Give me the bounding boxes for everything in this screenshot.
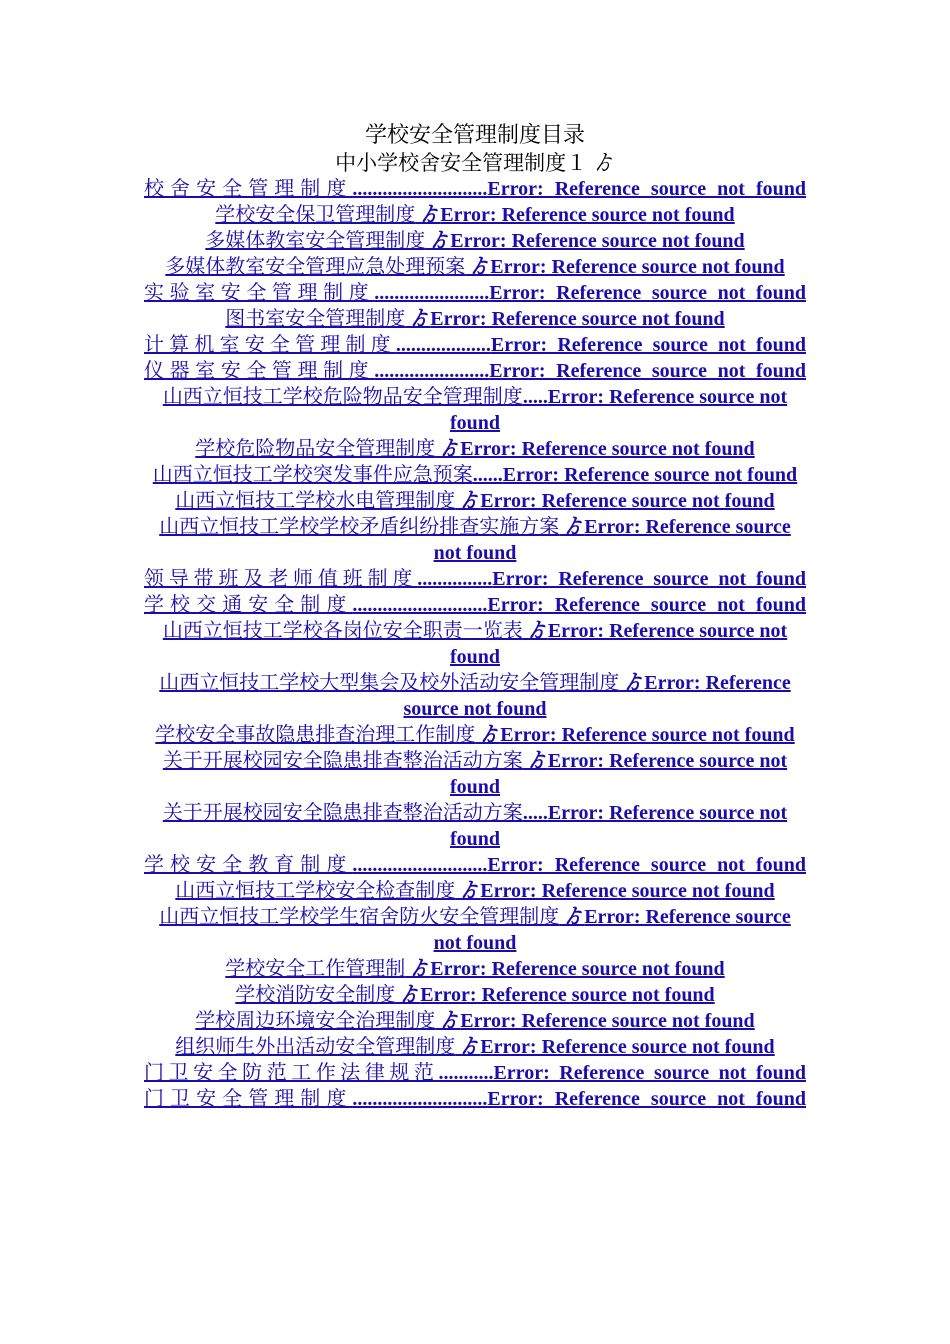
toc-entry-error-text: Error: Reference source not found	[500, 724, 795, 746]
toc-entry-title: 山西立恒技工学校学校矛盾纠纷排查实施方案	[159, 514, 560, 538]
toc-entry[interactable]	[144, 852, 806, 878]
toc-entry-title: 学校安全保卫管理制度	[215, 202, 416, 226]
toc-entry-error-text: Error: Reference source not found	[502, 464, 798, 486]
toc-entry-leader: ゟ	[435, 438, 461, 460]
toc-entry-title: 领导带班及老师值班制度	[144, 566, 418, 590]
document-title: 学校安全管理制度目录	[364, 123, 585, 148]
toc-entry[interactable]	[144, 202, 806, 228]
toc-entry[interactable]	[144, 488, 806, 514]
toc-entry-leader: ゟ	[455, 490, 481, 512]
toc-entry[interactable]	[144, 358, 806, 384]
toc-entry-leader: ...........................	[352, 1088, 488, 1110]
toc-entry[interactable]	[144, 982, 806, 1008]
toc-entry-title: 学校交通安全制度	[144, 592, 353, 616]
toc-entry-leader: ゟ	[465, 256, 491, 278]
toc-entry-title: 学校危险物品安全管理制度	[195, 436, 436, 460]
document-page	[144, 122, 806, 1112]
toc-entry-error-text: Error: Reference source not found	[450, 230, 745, 252]
toc-entry-error-text: Error: Reference source not found	[493, 1062, 807, 1084]
toc-entry[interactable]	[144, 800, 806, 852]
toc-entry[interactable]	[144, 306, 806, 332]
toc-entry-title: 仪器室安全管理制度	[144, 358, 375, 382]
toc-entry[interactable]	[144, 332, 806, 358]
toc-entry-leader: ...............	[417, 568, 493, 590]
toc-entry-error-text: Error: Reference source not found	[449, 802, 788, 850]
toc-entry-title: 关于开展校园安全隐患排查整治活动方案	[162, 748, 523, 772]
toc-entry-error-text: Error: Reference source not found	[489, 360, 807, 382]
toc-entry-leader: ...........................	[352, 854, 488, 876]
toc-entry-title: 门卫安全防范工作法律规范	[144, 1060, 439, 1084]
toc-entry-leader: ゟ	[455, 1036, 481, 1058]
toc-entry-leader: ゟ	[619, 672, 645, 694]
toc-entry-error-text: Error: Reference source not found	[492, 568, 806, 590]
toc-entry[interactable]	[144, 1008, 806, 1034]
toc-entry-error-text: Error: Reference source not found	[433, 906, 791, 954]
toc-entry-title: 校舍安全管理制度	[144, 176, 353, 200]
toc-entry-leader: ゟ	[475, 724, 501, 746]
toc-entry-title: 山西立恒技工学校危险物品安全管理制度	[162, 384, 523, 408]
toc-entry-error-text: Error: Reference source not found	[480, 880, 775, 902]
toc-entry-leader: ゟ	[405, 958, 431, 980]
toc-entry[interactable]	[144, 254, 806, 280]
toc-entry[interactable]	[144, 1034, 806, 1060]
toc-entry-error-text: Error: Reference source not found	[420, 984, 715, 1006]
toc-entry[interactable]	[144, 384, 806, 436]
toc-entry[interactable]	[144, 904, 806, 956]
toc-entry-leader: ...........	[438, 1062, 494, 1084]
toc-entry-error-text: Error: Reference source not found	[490, 256, 785, 278]
toc-entry-error-text: Error: Reference source not found	[449, 386, 788, 434]
toc-entry-leader: ......	[472, 464, 503, 486]
toc-entry[interactable]	[144, 1086, 806, 1112]
toc-entry-error-text: Error: Reference source not found	[489, 282, 807, 304]
toc-entry[interactable]	[144, 176, 806, 202]
toc-entry-error-text: Error: Reference source not found	[480, 1036, 775, 1058]
toc-entry-error-text: Error: Reference source not found	[487, 854, 806, 876]
toc-entry-title: 多媒体教室安全管理应急处理预案	[165, 254, 466, 278]
toc-entry-title: 山西立恒技工学校大型集会及校外活动安全管理制度	[159, 670, 620, 694]
toc-entry-title: 多媒体教室安全管理制度	[205, 228, 426, 252]
toc-entry[interactable]	[144, 670, 806, 722]
toc-entry-error-text: Error: Reference source not found	[433, 516, 791, 564]
toc-entry-error-text: Error: Reference source not found	[449, 750, 788, 798]
toc-entry[interactable]	[144, 956, 806, 982]
toc-entry-title: 山西立恒技工学校各岗位安全职责一览表	[162, 618, 523, 642]
toc-entry-error-text: Error: Reference source not found	[460, 1010, 755, 1032]
toc-entry-error-text: Error: Reference source not found	[487, 178, 806, 200]
toc-entry-error-text: Error: Reference source not found	[487, 1088, 806, 1110]
toc-entry-leader: .......................	[374, 282, 490, 304]
toc-entry-title: 计算机室安全管理制度	[144, 332, 396, 356]
toc-entry[interactable]	[144, 1060, 806, 1086]
toc-entry-error-text: Error: Reference source not found	[440, 204, 735, 226]
toc-entry[interactable]	[144, 878, 806, 904]
toc-entry-leader: ゟ	[455, 880, 481, 902]
toc-entry-leader: ゟ	[425, 230, 451, 252]
toc-entry-title: 学校安全工作管理制	[225, 956, 406, 980]
toc-entry-error-text: Error: Reference source not found	[430, 958, 725, 980]
toc-entry-leader: .....	[522, 386, 548, 408]
toc-entry-leader: .......................	[374, 360, 490, 382]
toc-entry-title: 山西立恒技工学校突发事件应急预案	[152, 462, 473, 486]
toc-entry-leader: ゟ	[405, 308, 431, 330]
toc-entry-title: 实验室安全管理制度	[144, 280, 375, 304]
toc-entry[interactable]	[144, 566, 806, 592]
toc-entry-leader: ゟ	[522, 750, 548, 772]
toc-entry-title: 图书室安全管理制度	[225, 306, 406, 330]
toc-entry-error-text: Error: Reference source not found	[480, 490, 775, 512]
toc-entry-leader: ...........................	[352, 178, 488, 200]
toc-entry[interactable]	[144, 514, 806, 566]
toc-entry[interactable]	[144, 722, 806, 748]
toc-entry-title: 学校安全教育制度	[144, 852, 353, 876]
toc-entry-title: 学校消防安全制度	[235, 982, 396, 1006]
toc-entry-leader: ...................	[395, 334, 491, 356]
table-of-contents	[144, 176, 806, 1112]
toc-entry-title: 组织师生外出活动安全管理制度	[175, 1034, 456, 1058]
toc-entry-leader: ゟ	[559, 906, 585, 928]
toc-entry[interactable]	[144, 592, 806, 618]
toc-entry-leader: ゟ	[415, 204, 441, 226]
toc-entry[interactable]	[144, 618, 806, 670]
toc-entry[interactable]	[144, 436, 806, 462]
toc-entry-error-text: Error: Reference source not found	[460, 438, 755, 460]
toc-entry-leader: ゟ	[395, 984, 421, 1006]
toc-entry-error-text: Error: Reference source not found	[487, 594, 806, 616]
toc-entry-leader: ゟ	[559, 516, 585, 538]
toc-entry[interactable]	[144, 462, 806, 488]
toc-entry-leader: ...........................	[352, 594, 488, 616]
toc-entry-error-text: Error: Reference source not found	[403, 672, 791, 720]
toc-entry-title: 山西立恒技工学校安全检查制度	[175, 878, 456, 902]
toc-entry[interactable]	[144, 748, 806, 800]
toc-entry-leader: ゟ	[435, 1010, 461, 1032]
toc-entry-error-text: Error: Reference source not found	[449, 620, 788, 668]
toc-entry[interactable]	[144, 280, 806, 306]
toc-entry-title: 门卫安全管理制度	[144, 1086, 353, 1110]
toc-entry-error-text: Error: Reference source not found	[430, 308, 725, 330]
toc-entry-leader: ゟ	[522, 620, 548, 642]
toc-entry[interactable]	[144, 228, 806, 254]
toc-entry-title: 山西立恒技工学校学生宿舍防火安全管理制度	[159, 904, 560, 928]
toc-entry-title: 学校周边环境安全治理制度	[195, 1008, 436, 1032]
toc-entry-title: 关于开展校园安全隐患排查整治活动方案	[162, 800, 523, 824]
document-subtitle: 中小学校舍安全管理制度１ ゟ	[335, 151, 615, 175]
toc-entry-leader: .....	[522, 802, 548, 824]
toc-entry-title: 学校安全事故隐患排查治理工作制度	[155, 722, 476, 746]
toc-entry-error-text: Error: Reference source not found	[490, 334, 807, 356]
toc-entry-title: 山西立恒技工学校水电管理制度	[175, 488, 456, 512]
